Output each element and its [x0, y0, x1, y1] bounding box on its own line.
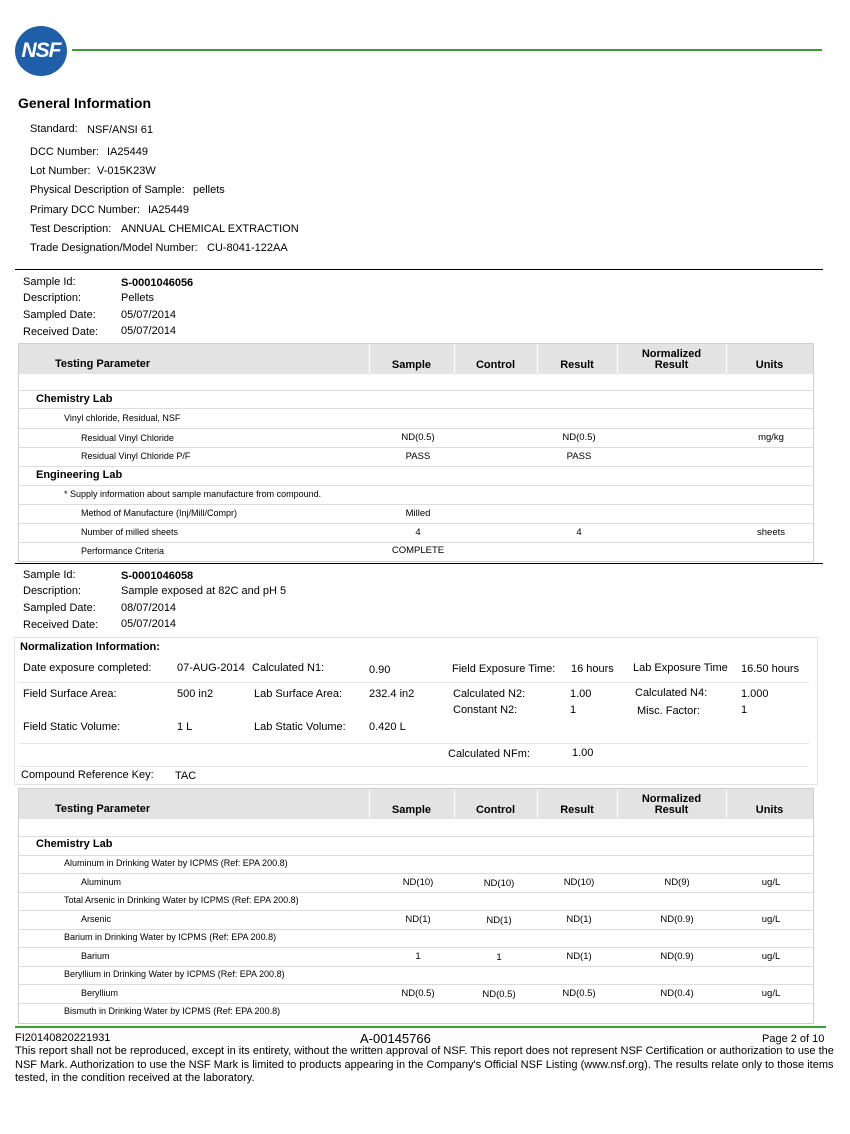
nfm-value: 1.00	[572, 747, 594, 759]
control-value: ND(1)	[486, 915, 512, 926]
result-value: 4	[576, 527, 582, 538]
header-normalized-result: Result	[654, 359, 689, 371]
divider	[15, 269, 823, 270]
dcc-value: IA25449	[107, 146, 148, 158]
group-label: Barium in Drinking Water by ICPMS (Ref: EPA 200.8)	[64, 932, 277, 942]
test-desc-value: ANNUAL CHEMICAL EXTRACTION	[121, 223, 299, 235]
sample1-received-value: 05/07/2014	[121, 325, 177, 337]
divider	[15, 563, 823, 564]
lot-value: V-015K23W	[97, 165, 156, 177]
footer-page-number: Page 2 of 10	[762, 1033, 825, 1045]
n4-value: 1.000	[741, 688, 769, 700]
normalization-box	[14, 637, 818, 785]
standard-value: NSF/ANSI 61	[87, 124, 154, 136]
group-label: * Supply information about sample manufacture from compound.	[64, 489, 322, 499]
result-value: ND(1)	[566, 951, 592, 962]
sample-value: ND(1)	[405, 914, 431, 925]
nfm-label: Calculated NFm:	[448, 748, 530, 760]
primary-dcc-label: Primary DCC Number:	[30, 204, 141, 216]
lab-area-value: 232.4 in2	[369, 688, 415, 700]
control-value: ND(10)	[483, 878, 515, 889]
lab-area-label: Lab Surface Area:	[254, 688, 343, 700]
phys-label: Physical Description of Sample:	[30, 184, 185, 196]
date-exposure-value: 07-AUG-2014	[177, 662, 245, 674]
field-volume-value: 1 L	[177, 721, 193, 733]
units-value: ug/L	[761, 988, 781, 999]
field-area-value: 500 in2	[177, 688, 214, 700]
header-normalized-result: Result	[654, 804, 689, 816]
sample1-desc-label: Description:	[23, 292, 82, 304]
field-area-label: Field Surface Area:	[23, 688, 117, 700]
primary-dcc-value: IA25449	[148, 204, 189, 216]
lab-heading: Chemistry Lab	[36, 393, 113, 405]
n4-label: Calculated N4:	[635, 687, 708, 699]
sample1-results-table	[18, 343, 814, 562]
field-time-label: Field Exposure Time:	[452, 663, 556, 675]
standard-label: Standard:	[30, 123, 78, 135]
header-normalized: Normalized	[641, 793, 702, 805]
lab-time-label: Lab Exposure Time	[633, 662, 728, 674]
footer-rule	[15, 1026, 826, 1028]
normalized-value: ND(0.4)	[660, 988, 694, 999]
units-value: ug/L	[761, 951, 781, 962]
trade-label: Trade Designation/Model Number:	[30, 242, 198, 254]
group-label: Total Arsenic in Drinking Water by ICPMS (Ref: EPA 200.8)	[64, 895, 299, 905]
result-value: PASS	[566, 451, 592, 462]
param-name: Number of milled sheets	[81, 527, 179, 537]
sample2-desc-label: Description:	[23, 585, 82, 597]
header-sample: Sample	[391, 804, 432, 816]
lab-heading: Chemistry Lab	[36, 838, 113, 850]
sample1-received-label: Received Date:	[23, 326, 99, 338]
group-label: Beryllium in Drinking Water by ICPMS (Ref: EPA 200.8)	[64, 969, 285, 979]
sample2-id-label: Sample Id:	[23, 569, 76, 581]
trade-value: CU-8041-122AA	[207, 242, 288, 254]
header-normalized: Normalized	[641, 348, 702, 360]
sample-value: PASS	[405, 451, 431, 462]
lab-volume-label: Lab Static Volume:	[254, 721, 346, 733]
param-name: Arsenic	[81, 914, 112, 924]
sample1-id-label: Sample Id:	[23, 276, 76, 288]
phys-value: pellets	[193, 184, 225, 196]
n1-value: 0.90	[369, 664, 391, 676]
lot-label: Lot Number:	[30, 165, 91, 177]
header-control: Control	[475, 359, 516, 371]
result-value: ND(0.5)	[562, 432, 596, 443]
constant-n2-value: 1	[570, 704, 577, 716]
sample1-sampled-value: 05/07/2014	[121, 309, 177, 321]
sample-value: 1	[415, 951, 421, 962]
date-exposure-label: Date exposure completed:	[23, 662, 152, 674]
misc-factor-value: 1	[741, 704, 748, 716]
header-rule	[72, 49, 822, 51]
sample2-id-value: S-0001046058	[121, 570, 194, 582]
test-desc-label: Test Description:	[30, 223, 112, 235]
sample2-received-label: Received Date:	[23, 619, 99, 631]
sample2-sampled-label: Sampled Date:	[23, 602, 96, 614]
result-value: ND(0.5)	[562, 988, 596, 999]
compound-ref-label: Compound Reference Key:	[21, 769, 154, 781]
param-name: Beryllium	[81, 988, 119, 998]
units-value: sheets	[757, 527, 785, 538]
units-value: mg/kg	[758, 432, 784, 443]
normalized-value: ND(0.9)	[660, 951, 694, 962]
units-value: ug/L	[761, 877, 781, 888]
param-name: Residual Vinyl Chloride	[81, 433, 174, 443]
param-name: Performance Criteria	[81, 546, 165, 556]
footer-document-id: A-00145766	[360, 1031, 431, 1046]
sample1-id-value: S-0001046056	[121, 277, 194, 289]
compound-ref-value: TAC	[175, 770, 197, 782]
footer-report-id: FI20140820221931	[15, 1032, 111, 1044]
header-units: Units	[755, 359, 784, 371]
sample-value: ND(0.5)	[401, 432, 435, 443]
n2-label: Calculated N2:	[453, 688, 526, 700]
header-sample: Sample	[391, 359, 432, 371]
header-result: Result	[560, 359, 594, 371]
sample2-received-value: 05/07/2014	[121, 618, 177, 630]
sample-value: COMPLETE	[391, 545, 445, 556]
constant-n2-label: Constant N2:	[453, 704, 518, 716]
lab-heading: Engineering Lab	[36, 469, 123, 481]
result-value: ND(1)	[566, 914, 592, 925]
normalization-title: Normalization Information:	[20, 641, 160, 653]
group-label: Aluminum in Drinking Water by ICPMS (Ref: EPA 200.8)	[64, 858, 288, 868]
sample2-desc-value: Sample exposed at 82C and pH 5	[121, 585, 287, 597]
control-value: ND(0.5)	[482, 989, 516, 1000]
sample-value: Milled	[405, 508, 431, 519]
footer-disclaimer: This report shall not be reproduced, except in its entirety, without the written approval of NSF. This report does not represent NSF Certification or authorization to use the NSF Mark. Authorization to use the NSF Mark is limited to products appearing in the Company's Official NSF Listing (www.nsf.org). The results relate only to those items tested, in the condition received at the laboratory.	[15, 1045, 834, 1084]
sample1-desc-value: Pellets	[121, 292, 155, 304]
header-units: Units	[755, 804, 784, 816]
nsf-logo	[15, 26, 67, 76]
result-value: ND(10)	[563, 877, 595, 888]
lab-volume-value: 0.420 L	[369, 721, 406, 733]
sample2-results-table	[18, 788, 814, 1024]
param-name: Residual Vinyl Chloride P/F	[81, 451, 191, 461]
sample2-sampled-value: 08/07/2014	[121, 602, 177, 614]
control-value: 1	[496, 952, 502, 963]
header-result: Result	[560, 804, 594, 816]
n2-value: 1.00	[570, 688, 592, 700]
param-name: Barium	[81, 951, 110, 961]
logo-text: NSF	[21, 39, 61, 62]
section-title: General Information	[18, 95, 152, 111]
param-name: Aluminum	[81, 877, 122, 887]
header-testing-parameter: Testing Parameter	[55, 358, 151, 370]
sample-value: ND(0.5)	[401, 988, 435, 999]
header-control: Control	[475, 804, 516, 816]
field-time-value: 16 hours	[571, 663, 614, 675]
param-name: Method of Manufacture (Inj/Mill/Compr)	[81, 508, 238, 518]
group-label: Vinyl chloride, Residual, NSF	[64, 413, 181, 423]
field-volume-label: Field Static Volume:	[23, 721, 121, 733]
lab-time-value: 16.50 hours	[741, 663, 800, 675]
dcc-label: DCC Number:	[30, 146, 100, 158]
normalized-value: ND(0.9)	[660, 914, 694, 925]
sample-value: ND(10)	[402, 877, 434, 888]
units-value: ug/L	[761, 914, 781, 925]
n1-label: Calculated N1:	[252, 662, 325, 674]
header-testing-parameter: Testing Parameter	[55, 803, 151, 815]
group-label: Bismuth in Drinking Water by ICPMS (Ref: EPA 200.8)	[64, 1006, 281, 1016]
misc-factor-label: Misc. Factor:	[637, 705, 700, 717]
sample-value: 4	[415, 527, 421, 538]
sample1-sampled-label: Sampled Date:	[23, 309, 96, 321]
normalized-value: ND(9)	[664, 877, 690, 888]
